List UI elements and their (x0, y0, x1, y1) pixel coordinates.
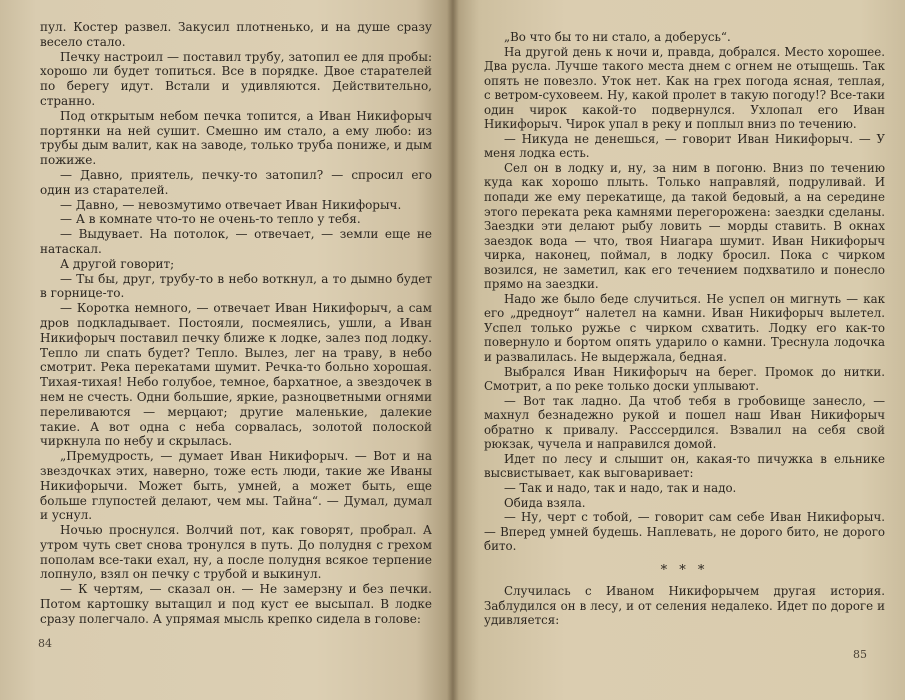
paragraph: — А в комнате что-то не очень-то тепло у тебя. (60, 212, 361, 227)
right-page-text (484, 30, 885, 628)
paragraph: „Премудрость, — думает Иван Никифорыч. — Вот и на звездочках этих, наверно, тоже есть люди, такие же Иваны Никифорычи. Может быть, умней, а может быть, еще больше глупостей делают, чем мы. Тайна“. — Думал, думал и уснул. (40, 449, 432, 523)
paragraph: Идет по лесу и слышит он, какая-то пичужка в ельнике высвистывает, как выговаривает: (484, 451, 885, 481)
paragraph: — Коротка немного, — отвечает Иван Никифорыч, а сам дров подкладывает. Постояли, посмеялись, ушли, а Иван Никифорыч поставил печку ближе к лодке, залез под лодку. Тепло ли спать будет? Тепло. Вылез, лег на траву, в небо смотрит. Река перекатами шумит. Речка-то больно хорошая. Тихая-тихая! Небо голубое, темное, бархатное, а звездочек в нем не счесть. Одни большие, яркие, разноцветными огнями переливаются — мерцают; другие маленькие, далекие такие. А вот одна с неба сорвалась, золотой полоской чиркнула по небу и скрылась. (40, 301, 432, 449)
paragraph: — Ты бы, друг, трубу-то в небо воткнул, а то дымно будет в горнице-то. (40, 271, 432, 301)
paragraph: пул. Костер развел. Закусил плотненько, и на душе сразу весело стало. (40, 20, 432, 49)
page-number: 84 (38, 637, 52, 650)
paragraph: Под открытым небом печка топится, а Иван Никифорыч портянки на ней сушит. Смешно им стало, а ему любо: из трубы дым валит, как на заводе, только труба пониже, и дым пожиже. (40, 108, 432, 168)
paragraph: Печку настроил — поставил трубу, затопил ее для пробы: хорошо ли будет топиться. Все в порядке. Двое старателей по берегу идут. Встали и удивляются. Действительно, странно. (40, 49, 432, 108)
paragraph: Ночью проснулся. Волчий пот, как говорят, пробрал. А утром чуть свет снова тронулся в путь. До полудня с грехом пополам все-таки ехал, ну, а после полудня всякое терпение лопнуло, взял он печку с трубой и выкинул. (40, 523, 432, 582)
right-page (452, 0, 905, 700)
paragraph: — Вот так ладно. Да чтоб тебя в гробовище занесло, — махнул безнадежно рукой и пошел наш Иван Никифорыч обратно к привалу. Расссердился. Взвалил на себя свой рюкзак, чучела и направился домой. (484, 393, 885, 452)
paragraph: — К чертям, — сказал он. — Не замерзну и без печки. Потом картошку вытащил и под куст ее высыпал. В лодке сразу полегчало. А упрямая мысль крепко сидела в голове: (40, 582, 432, 626)
paragraph: — Так и надо, так и надо, так и надо. (504, 480, 737, 495)
paragraph: „Во что бы то ни стало, а доберусь“. (504, 30, 731, 44)
paragraph: Случилась с Иваном Никифорычем другая история. Заблудился он в лесу, и от селения недалеко. Идет по дороге и удивляется: (484, 584, 885, 628)
paragraph: На другой день к ночи и, правда, добрался. Место хорошее. Два русла. Лучше такого места днем с огнем не отыщешь. Так опять не повезло. Уток нет. Как на грех погода ясная, теплая, с ветром-суховеем. Ну, какой пролет в такую погоду!? Все-таки один чирок какой-то подвернулся. Ухлопал его Иван Никифорыч. Чирок упал в реку и поплыл вниз по течению. (484, 44, 885, 132)
paragraph: — Выдувает. На потолок, — отвечает, — земли еще не натаскал. (40, 227, 432, 256)
page-number: 85 (853, 648, 867, 661)
paragraph: Выбрался Иван Никифорыч на берег. Промок до нитки. Смотрит, а по реке только доски уплывают. (484, 364, 885, 394)
left-page (0, 0, 452, 700)
paragraph: А другой говорит; (60, 256, 175, 271)
section-separator: * * * (660, 562, 709, 578)
paragraph: Надо же было беде случиться. Не успел он мигнуть — как его „дредноут“ налетел на камни. Иван Никифорыч вылетел. Успел только ружье с чирком схватить. Лодку его как-то повернуло и бортом опять ударило о камни. Треснула лодочка и развалилась. Не выдержала, бедная. (484, 291, 885, 365)
paragraph: Сел он в лодку и, ну, за ним в погоню. Вниз по течению куда как хорошо плыть. Только направляй, подруливай. И попади же ему перекатище, да такой бедовый, а на середине этого переката река камнями перегорожена: заездки сделаны. Заездки эти делают рыбу ловить — морды ставить. В окнах заездок вода — что, твоя Ниагара шумит. Иван Никифорыч чирка, наконец, поймал, в лодку бросил. Пока с чирком возился, не заметил, как его течением подхватило и понесло прямо на заездки. (484, 160, 885, 292)
left-page-text (40, 20, 432, 627)
paragraph: — Давно, приятель, печку-то затопил? — спросил его один из старателей. (40, 167, 432, 197)
paragraph: — Ну, черт с тобой, — говорит сам себе Иван Никифорыч. — Вперед умней будешь. Наплевать, не дорого бито, не дорого бито. (484, 510, 885, 554)
book-gutter (447, 0, 459, 700)
paragraph: Обида взяла. (504, 495, 586, 510)
paragraph: — Давно, — невозмутимо отвечает Иван Никифорыч. (60, 197, 402, 212)
paragraph: — Никуда не денешься, — говорит Иван Никифорыч. — У меня лодка есть. (484, 131, 885, 161)
